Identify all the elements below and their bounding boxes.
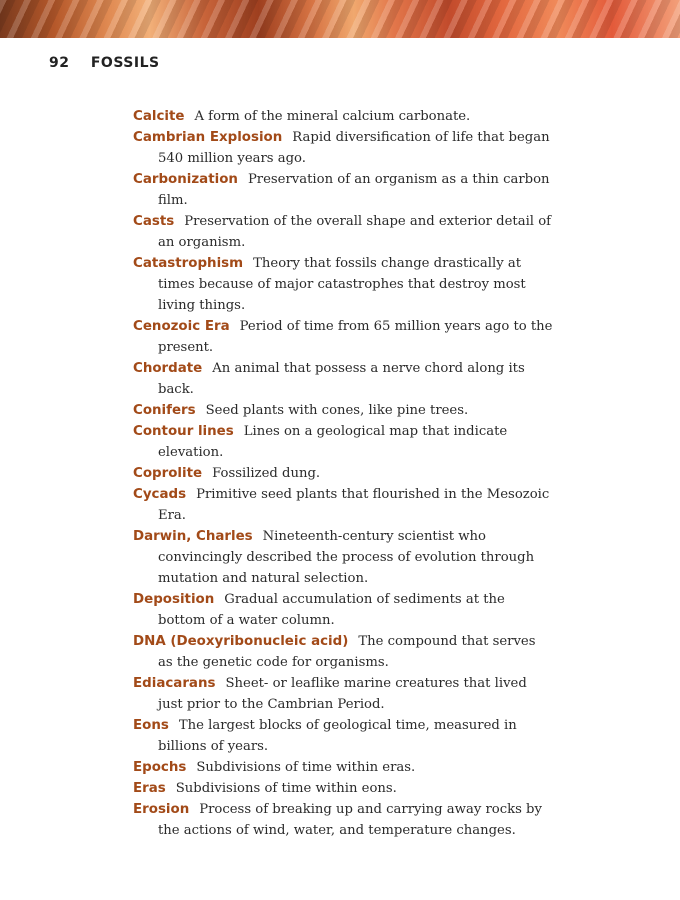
glossary-entry (133, 106, 553, 127)
glossary-definition: Seed plants with cones, like pine trees. (205, 403, 469, 418)
glossary-entry (133, 358, 553, 400)
glossary-definition: Subdivisions of time within eras. (196, 760, 416, 775)
glossary-term: Cambrian Explosion (133, 130, 283, 145)
glossary-term: Epochs (133, 760, 187, 775)
glossary-definition: Preservation of the overall shape and exterior detail of an organism. (158, 214, 552, 250)
glossary-definition: Nineteenth-century scientist who convincingly described the process of evolution through mutation and natural selection. (158, 529, 535, 586)
glossary-definition: A form of the mineral calcium carbonate. (194, 109, 471, 124)
glossary-entry (133, 421, 553, 463)
glossary-term: Calcite (133, 109, 185, 124)
page-number: 92 (49, 55, 70, 71)
glossary-term: Contour lines (133, 424, 234, 439)
glossary-entry (133, 127, 553, 169)
glossary-definition: The largest blocks of geological time, measured in billions of years. (158, 718, 517, 754)
glossary-term: Cycads (133, 487, 187, 502)
glossary-definition: Period of time from 65 million years ago to the present. (158, 319, 553, 355)
glossary-definition: Theory that fossils change drastically at times because of major catastrophes that destroy most living things. (158, 256, 526, 313)
glossary-term: Casts (133, 214, 175, 229)
glossary-entry (133, 400, 553, 421)
glossary-term: Darwin, Charles (133, 529, 253, 544)
glossary-entry (133, 316, 553, 358)
glossary-entry (133, 211, 553, 253)
glossary-definition: Gradual accumulation of sediments at the bottom of a water column. (158, 592, 505, 628)
glossary-entry (133, 799, 553, 841)
glossary-entry (133, 169, 553, 211)
glossary-entry (133, 673, 553, 715)
glossary-entry (133, 253, 553, 316)
glossary-list (133, 106, 553, 841)
glossary-term: Ediacarans (133, 676, 216, 691)
glossary-definition: Lines on a geological map that indicate elevation. (158, 424, 508, 460)
glossary-definition: The compound that serves as the genetic code for organisms. (158, 634, 536, 670)
section-title: FOSSILS (90, 55, 160, 71)
glossary-entry (133, 757, 553, 778)
glossary-term: Conifers (133, 403, 196, 418)
glossary-definition: Process of breaking up and carrying away rocks by the actions of wind, water, and temperature changes. (158, 802, 542, 838)
glossary-entry (133, 778, 553, 799)
glossary-term: Deposition (133, 592, 215, 607)
glossary-entry (133, 715, 553, 757)
running-head (49, 55, 160, 71)
glossary-term: Chordate (133, 361, 203, 376)
glossary-term: Erosion (133, 802, 190, 817)
glossary-definition: Rapid diversification of life that began 540 million years ago. (158, 130, 550, 166)
glossary-definition: Primitive seed plants that flourished in the Mesozoic Era. (158, 487, 550, 523)
glossary-definition: Sheet- or leaflike marine creatures that lived just prior to the Cambrian Period. (158, 676, 527, 712)
glossary-definition: Preservation of an organism as a thin carbon film. (158, 172, 550, 208)
glossary-definition: Subdivisions of time within eons. (175, 781, 397, 796)
glossary-entry (133, 484, 553, 526)
glossary-term: Cenozoic Era (133, 319, 230, 334)
glossary-entry (133, 463, 553, 484)
glossary-entry (133, 526, 553, 589)
glossary-term: Catastrophism (133, 256, 244, 271)
glossary-entry (133, 631, 553, 673)
glossary-term: Eras (133, 781, 166, 796)
glossary-term: Carbonization (133, 172, 238, 187)
glossary-term: Coprolite (133, 466, 203, 481)
glossary-definition: Fossilized dung. (212, 466, 321, 481)
decorative-rock-banner (0, 0, 680, 38)
glossary-term: Eons (133, 718, 169, 733)
glossary-term: DNA (Deoxyribonucleic acid) (133, 634, 349, 649)
glossary-entry (133, 589, 553, 631)
glossary-definition: An animal that possess a nerve chord along its back. (158, 361, 525, 397)
